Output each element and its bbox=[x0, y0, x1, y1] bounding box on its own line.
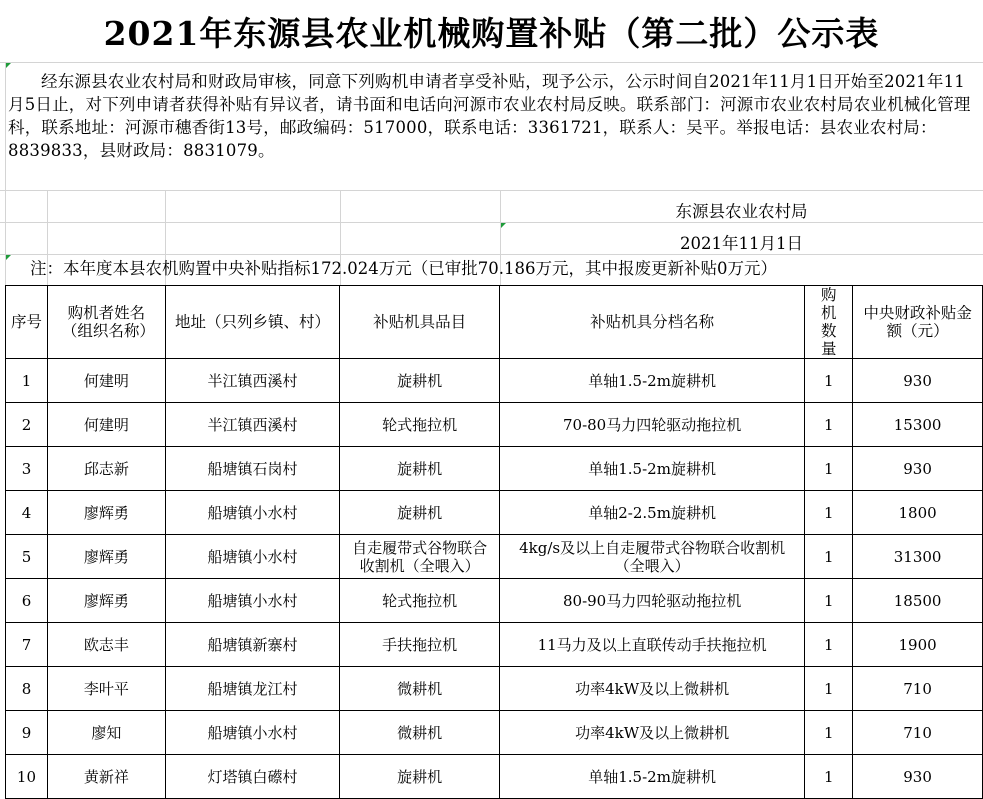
cell-amount: 710 bbox=[853, 711, 983, 755]
cell-row-number: 8 bbox=[6, 667, 48, 711]
cell-amount: 18500 bbox=[853, 579, 983, 623]
cell-quantity: 1 bbox=[805, 535, 853, 579]
subsidy-table bbox=[5, 285, 983, 799]
cell-address: 半江镇西溪村 bbox=[165, 359, 340, 403]
col-header-model: 补贴机具分档名称 bbox=[499, 286, 804, 359]
col-header-item: 补贴机具品目 bbox=[340, 286, 500, 359]
col-header-quantity: 购机数量 bbox=[805, 286, 853, 359]
cell-comment-marker bbox=[6, 255, 11, 260]
cell-address: 船塘镇小水村 bbox=[165, 579, 340, 623]
cell-quantity: 1 bbox=[805, 359, 853, 403]
cell-amount: 930 bbox=[853, 755, 983, 799]
cell-quantity: 1 bbox=[805, 579, 853, 623]
cell-model: 4kg/s及以上自走履带式谷物联合收割机（全喂入） bbox=[499, 535, 804, 579]
signature-date: 2021年11月1日 bbox=[680, 234, 803, 253]
cell-amount: 1900 bbox=[853, 623, 983, 667]
cell-quantity: 1 bbox=[805, 623, 853, 667]
cell-amount: 930 bbox=[853, 359, 983, 403]
grid-line bbox=[0, 62, 983, 63]
cell-model: 单轴2-2.5m旋耕机 bbox=[499, 491, 804, 535]
cell-buyer-name: 邱志新 bbox=[47, 447, 165, 491]
cell-item: 微耕机 bbox=[340, 711, 500, 755]
table-row bbox=[6, 403, 983, 447]
cell-row-number: 10 bbox=[6, 755, 48, 799]
grid-line bbox=[0, 190, 983, 191]
table-row bbox=[6, 623, 983, 667]
col-header-amount: 中央财政补贴金额（元） bbox=[853, 286, 983, 359]
cell-comment-marker bbox=[501, 223, 506, 228]
cell-address: 船塘镇小水村 bbox=[165, 535, 340, 579]
cell-model: 80-90马力四轮驱动拖拉机 bbox=[499, 579, 804, 623]
cell-address: 船塘镇新寨村 bbox=[165, 623, 340, 667]
cell-row-number: 1 bbox=[6, 359, 48, 403]
cell-quantity: 1 bbox=[805, 403, 853, 447]
cell-model: 11马力及以上直联传动手扶拖拉机 bbox=[499, 623, 804, 667]
cell-item: 微耕机 bbox=[340, 667, 500, 711]
cell-item: 轮式拖拉机 bbox=[340, 579, 500, 623]
cell-quantity: 1 bbox=[805, 667, 853, 711]
cell-quantity: 1 bbox=[805, 755, 853, 799]
cell-amount: 1800 bbox=[853, 491, 983, 535]
cell-item: 旋耕机 bbox=[340, 447, 500, 491]
col-header-name: 购机者姓名（组织名称） bbox=[47, 286, 165, 359]
cell-buyer-name: 廖辉勇 bbox=[47, 491, 165, 535]
cell-address: 船塘镇小水村 bbox=[165, 711, 340, 755]
cell-row-number: 5 bbox=[6, 535, 48, 579]
cell-model: 单轴1.5-2m旋耕机 bbox=[499, 359, 804, 403]
notice-paragraph: 经东源县农业农村局和财政局审核，同意下列购机申请者享受补贴，现予公示，公示时间自2021年11月1日开始至2021年11月5日止，对下列申请者获得补贴有异议者，请书面和电话向河源市农业农村局反映。联系部门：河源市农业农村局农业机械化管理科，联系地址：河源市穗香街13号，邮政编码：517000，联系电话：3361721，联系人：吴平。举报电话：县农业农村局：8839833，县财政局：8831079。 bbox=[8, 70, 976, 162]
cell-quantity: 1 bbox=[805, 711, 853, 755]
cell-item: 轮式拖拉机 bbox=[340, 403, 500, 447]
cell-address: 船塘镇龙江村 bbox=[165, 667, 340, 711]
cell-model: 功率4kW及以上微耕机 bbox=[499, 711, 804, 755]
page-title: 2021年东源县农业机械购置补贴（第二批）公示表 bbox=[0, 0, 983, 62]
cell-item: 手扶拖拉机 bbox=[340, 623, 500, 667]
cell-model: 单轴1.5-2m旋耕机 bbox=[499, 755, 804, 799]
cell-quantity: 1 bbox=[805, 491, 853, 535]
cell-amount: 31300 bbox=[853, 535, 983, 579]
cell-row-number: 9 bbox=[6, 711, 48, 755]
cell-row-number: 3 bbox=[6, 447, 48, 491]
cell-buyer-name: 何建明 bbox=[47, 403, 165, 447]
table-row bbox=[6, 359, 983, 403]
cell-amount: 930 bbox=[853, 447, 983, 491]
cell-item: 旋耕机 bbox=[340, 491, 500, 535]
cell-buyer-name: 欧志丰 bbox=[47, 623, 165, 667]
cell-model: 70-80马力四轮驱动拖拉机 bbox=[499, 403, 804, 447]
table-row bbox=[6, 535, 983, 579]
cell-buyer-name: 李叶平 bbox=[47, 667, 165, 711]
col-header-address: 地址（只列乡镇、村） bbox=[165, 286, 340, 359]
table-row bbox=[6, 579, 983, 623]
cell-model: 单轴1.5-2m旋耕机 bbox=[499, 447, 804, 491]
cell-address: 半江镇西溪村 bbox=[165, 403, 340, 447]
cell-address: 灯塔镇白礤村 bbox=[165, 755, 340, 799]
cell-quantity: 1 bbox=[805, 447, 853, 491]
cell-buyer-name: 廖辉勇 bbox=[47, 579, 165, 623]
table-header-row bbox=[6, 286, 983, 359]
cell-item: 自走履带式谷物联合收割机（全喂入） bbox=[340, 535, 500, 579]
cell-buyer-name: 廖知 bbox=[47, 711, 165, 755]
cell-comment-marker bbox=[6, 63, 11, 68]
cell-row-number: 7 bbox=[6, 623, 48, 667]
col-header-no: 序号 bbox=[6, 286, 48, 359]
cell-model: 功率4kW及以上微耕机 bbox=[499, 667, 804, 711]
cell-item: 旋耕机 bbox=[340, 359, 500, 403]
table-row bbox=[6, 711, 983, 755]
table-row bbox=[6, 491, 983, 535]
cell-item: 旋耕机 bbox=[340, 755, 500, 799]
cell-buyer-name: 廖辉勇 bbox=[47, 535, 165, 579]
cell-address: 船塘镇小水村 bbox=[165, 491, 340, 535]
cell-buyer-name: 黄新祥 bbox=[47, 755, 165, 799]
grid-line bbox=[0, 222, 983, 223]
table-row bbox=[6, 447, 983, 491]
cell-amount: 15300 bbox=[853, 403, 983, 447]
table-row bbox=[6, 667, 983, 711]
cell-amount: 710 bbox=[853, 667, 983, 711]
cell-row-number: 2 bbox=[6, 403, 48, 447]
subsidy-note: 注：本年度本县农机购置中央补贴指标172.024万元（已审批70.186万元，其中报废更新补贴0万元） bbox=[30, 259, 777, 278]
signature-org: 东源县农业农村局 bbox=[675, 202, 808, 221]
cell-row-number: 6 bbox=[6, 579, 48, 623]
cell-address: 船塘镇石岗村 bbox=[165, 447, 340, 491]
cell-buyer-name: 何建明 bbox=[47, 359, 165, 403]
cell-row-number: 4 bbox=[6, 491, 48, 535]
